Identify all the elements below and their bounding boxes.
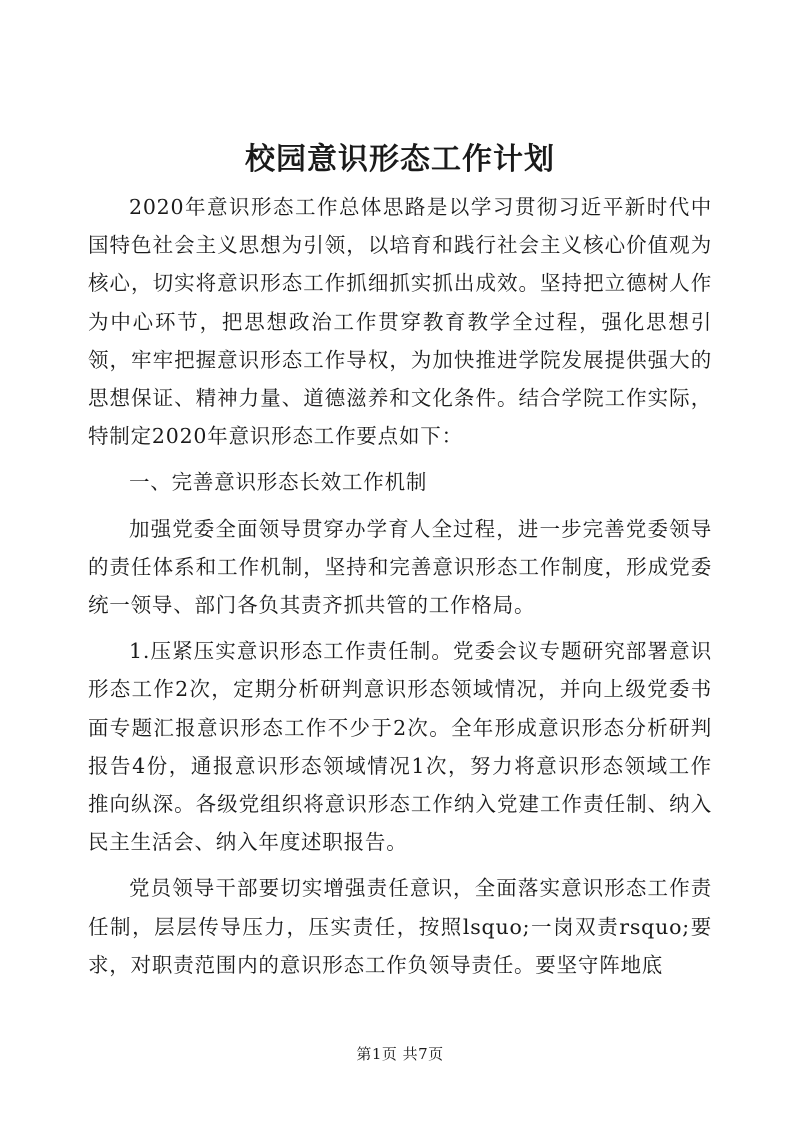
page-footer: 第1页 共7页 — [356, 1045, 444, 1063]
paragraph-intro: 2020年意识形态工作总体思路是以学习贯彻习近平新时代中国特色社会主义思想为引领，以培育和践行社会主义核心价值观为核心，切实将意识形态工作抓细抓实抓出成效。坚持把立德树人作为中心环节，把思想政治工作贯穿教育教学全过程，强化思想引领，牢牢把握意识形态工作导权，为加快推进学院发展提供强大的思想保证、精神力量、道德滋养和文化条件。结合学院工作实际，特制定2020年意识形态工作要点如下： — [88, 195, 712, 449]
section-heading: 一、完善意识形态长效工作机制 — [129, 470, 428, 495]
document-title: 校园意识形态工作计划 — [245, 142, 555, 177]
paragraph-mechanism: 加强党委全面领导贯穿办学育人全过程，进一步完善党委领导的责任体系和工作机制，坚持和完善意识形态工作制度，形成党委统一领导、部门各负其责齐抓共管的工作格局。 — [88, 516, 712, 618]
document-body — [88, 188, 712, 984]
paragraph-responsibility: 1.压紧压实意识形态工作责任制。党委会议专题研究部署意识形态工作2次，定期分析研判意识形态领域情况，并向上级党委书面专题汇报意识形态工作不少于2次。全年形成意识形态分析研判报告4份，通报意识形态领域情况1次，努力将意识形态领域工作推向纵深。各级党组织将意识形态工作纳入党建工作责任制、纳入民主生活会、纳入年度述职报告。 — [88, 639, 712, 855]
paragraph-leaders: 党员领导干部要切实增强责任意识，全面落实意识形态工作责任制，层层传导压力，压实责任，按照lsquo;一岗双责rsquo;要求，对职责范围内的意识形态工作负领导责任。要坚守阵地底 — [88, 876, 712, 977]
